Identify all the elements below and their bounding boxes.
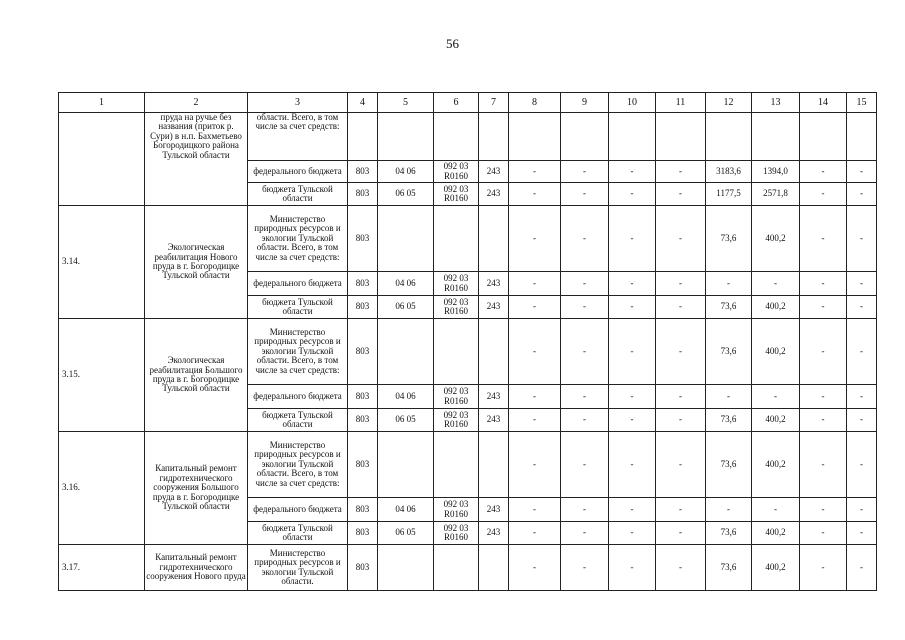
value-cell: -: [561, 183, 609, 206]
value-cell: -: [561, 498, 609, 522]
csr-code: 092 03 R0160: [434, 409, 479, 432]
value-cell: -: [509, 522, 561, 545]
value-cell: -: [561, 522, 609, 545]
funding-source: бюджета Тульской области: [248, 522, 348, 545]
value-cell: [656, 113, 706, 161]
value-cell: 3183,6: [706, 161, 752, 183]
rzpr-code: [378, 206, 434, 272]
grbs-code: 803: [348, 522, 378, 545]
page-number: 56: [446, 36, 459, 51]
rzpr-code: 04 06: [378, 272, 434, 296]
rzpr-code: 06 05: [378, 409, 434, 432]
value-cell: -: [800, 296, 847, 319]
value-cell: -: [800, 183, 847, 206]
item-number: [59, 113, 145, 206]
funding-source: федерального бюджета: [248, 161, 348, 183]
column-header: 9: [561, 93, 609, 113]
value-cell: -: [509, 498, 561, 522]
grbs-code: 803: [348, 385, 378, 409]
item-name: Экологическая реабилитация Нового пруда в г. Богородицке Тульской области: [145, 206, 248, 319]
column-header: 7: [479, 93, 509, 113]
item-number: 3.17.: [59, 545, 145, 591]
item-name: пруда на ручье без названия (приток р. Сури) в н.п. Бахметьево Богородицкого района Тульской области: [145, 113, 248, 206]
value-cell: -: [509, 296, 561, 319]
value-cell: -: [847, 296, 877, 319]
value-cell: -: [561, 161, 609, 183]
table-row: [59, 113, 877, 161]
value-cell: 73,6: [706, 206, 752, 272]
rzpr-code: [378, 113, 434, 161]
column-header: 13: [752, 93, 800, 113]
rzpr-code: 04 06: [378, 385, 434, 409]
grbs-code: 803: [348, 161, 378, 183]
value-cell: -: [609, 498, 656, 522]
value-cell: -: [800, 498, 847, 522]
value-cell: -: [656, 183, 706, 206]
csr-code: [434, 319, 479, 385]
funding-source: Министерство природных ресурсов и экологии Тульской области. Всего, в том числе за счет средств:: [248, 319, 348, 385]
csr-code: [434, 113, 479, 161]
csr-code: 092 03 R0160: [434, 272, 479, 296]
value-cell: -: [847, 206, 877, 272]
value-cell: -: [609, 385, 656, 409]
value-cell: 73,6: [706, 432, 752, 498]
value-cell: -: [847, 319, 877, 385]
value-cell: -: [509, 183, 561, 206]
value-cell: -: [609, 161, 656, 183]
funding-source: Министерство природных ресурсов и экологии Тульской области. Всего, в том числе за счет средств:: [248, 206, 348, 272]
value-cell: 1394,0: [752, 161, 800, 183]
vr-code: 243: [479, 183, 509, 206]
value-cell: -: [509, 272, 561, 296]
funding-source: федерального бюджета: [248, 385, 348, 409]
column-header: 5: [378, 93, 434, 113]
grbs-code: 803: [348, 272, 378, 296]
rzpr-code: [378, 319, 434, 385]
value-cell: -: [561, 272, 609, 296]
value-cell: -: [847, 545, 877, 591]
value-cell: -: [561, 545, 609, 591]
value-cell: [509, 113, 561, 161]
value-cell: 400,2: [752, 545, 800, 591]
column-header: 11: [656, 93, 706, 113]
value-cell: -: [609, 206, 656, 272]
column-header: 4: [348, 93, 378, 113]
value-cell: -: [609, 272, 656, 296]
value-cell: -: [609, 545, 656, 591]
grbs-code: 803: [348, 432, 378, 498]
rzpr-code: 06 05: [378, 522, 434, 545]
item-number: 3.16.: [59, 432, 145, 545]
vr-code: [479, 432, 509, 498]
value-cell: -: [509, 545, 561, 591]
funding-source: бюджета Тульской области: [248, 183, 348, 206]
value-cell: -: [656, 498, 706, 522]
value-cell: [800, 113, 847, 161]
value-cell: [561, 113, 609, 161]
csr-code: 092 03 R0160: [434, 161, 479, 183]
value-cell: -: [656, 522, 706, 545]
value-cell: -: [609, 319, 656, 385]
value-cell: -: [800, 522, 847, 545]
value-cell: 400,2: [752, 319, 800, 385]
value-cell: 2571,8: [752, 183, 800, 206]
value-cell: 400,2: [752, 432, 800, 498]
value-cell: -: [752, 385, 800, 409]
value-cell: -: [706, 385, 752, 409]
value-cell: 73,6: [706, 319, 752, 385]
value-cell: -: [706, 272, 752, 296]
grbs-code: 803: [348, 545, 378, 591]
vr-code: 243: [479, 409, 509, 432]
value-cell: -: [609, 183, 656, 206]
csr-code: [434, 545, 479, 591]
column-header: 12: [706, 93, 752, 113]
csr-code: 092 03 R0160: [434, 522, 479, 545]
value-cell: 400,2: [752, 522, 800, 545]
item-name: Капитальный ремонт гидротехнического сооружения Большого пруда в г. Богородицке Тульской области: [145, 432, 248, 545]
value-cell: -: [509, 432, 561, 498]
funding-source: бюджета Тульской области: [248, 296, 348, 319]
value-cell: [609, 113, 656, 161]
vr-code: 243: [479, 161, 509, 183]
funding-source: Министерство природных ресурсов и экологии Тульской области. Всего, в том числе за счет средств:: [248, 432, 348, 498]
value-cell: -: [656, 545, 706, 591]
value-cell: -: [656, 296, 706, 319]
funding-source: области. Всего, в том числе за счет средств:: [248, 113, 348, 161]
grbs-code: 803: [348, 206, 378, 272]
vr-code: [479, 206, 509, 272]
value-cell: 400,2: [752, 409, 800, 432]
column-header: 3: [248, 93, 348, 113]
funding-source: федерального бюджета: [248, 272, 348, 296]
value-cell: -: [561, 409, 609, 432]
table-row: [59, 545, 877, 591]
value-cell: -: [847, 409, 877, 432]
value-cell: -: [561, 319, 609, 385]
vr-code: [479, 319, 509, 385]
vr-code: [479, 113, 509, 161]
value-cell: -: [656, 272, 706, 296]
csr-code: [434, 432, 479, 498]
value-cell: -: [656, 161, 706, 183]
value-cell: -: [609, 409, 656, 432]
vr-code: 243: [479, 522, 509, 545]
value-cell: 400,2: [752, 296, 800, 319]
value-cell: -: [800, 545, 847, 591]
value-cell: -: [847, 432, 877, 498]
value-cell: -: [656, 432, 706, 498]
value-cell: -: [656, 206, 706, 272]
value-cell: -: [509, 409, 561, 432]
table-body: [59, 93, 877, 591]
csr-code: 092 03 R0160: [434, 385, 479, 409]
vr-code: [479, 545, 509, 591]
value-cell: -: [800, 409, 847, 432]
value-cell: -: [609, 296, 656, 319]
grbs-code: 803: [348, 319, 378, 385]
grbs-code: 803: [348, 409, 378, 432]
value-cell: -: [800, 432, 847, 498]
value-cell: -: [609, 522, 656, 545]
value-cell: -: [847, 498, 877, 522]
value-cell: -: [609, 432, 656, 498]
value-cell: -: [509, 385, 561, 409]
value-cell: -: [706, 498, 752, 522]
value-cell: -: [847, 272, 877, 296]
value-cell: 73,6: [706, 522, 752, 545]
grbs-code: 803: [348, 498, 378, 522]
grbs-code: 803: [348, 296, 378, 319]
rzpr-code: [378, 545, 434, 591]
value-cell: [706, 113, 752, 161]
value-cell: -: [752, 498, 800, 522]
column-header: 14: [800, 93, 847, 113]
value-cell: [752, 113, 800, 161]
value-cell: -: [800, 161, 847, 183]
column-header: 6: [434, 93, 479, 113]
funding-source: федерального бюджета: [248, 498, 348, 522]
table-row: [59, 319, 877, 385]
grbs-code: [348, 113, 378, 161]
value-cell: -: [847, 385, 877, 409]
value-cell: -: [561, 385, 609, 409]
funding-source: Министерство природных ресурсов и экологии Тульской области.: [248, 545, 348, 591]
funding-source: бюджета Тульской области: [248, 409, 348, 432]
value-cell: 73,6: [706, 296, 752, 319]
value-cell: 73,6: [706, 409, 752, 432]
value-cell: -: [509, 161, 561, 183]
value-cell: [847, 113, 877, 161]
vr-code: 243: [479, 385, 509, 409]
value-cell: -: [656, 409, 706, 432]
vr-code: 243: [479, 296, 509, 319]
grbs-code: 803: [348, 183, 378, 206]
value-cell: -: [509, 206, 561, 272]
rzpr-code: 04 06: [378, 498, 434, 522]
rzpr-code: 06 05: [378, 183, 434, 206]
header-row: [59, 93, 877, 113]
value-cell: -: [847, 161, 877, 183]
csr-code: 092 03 R0160: [434, 296, 479, 319]
csr-code: 092 03 R0160: [434, 183, 479, 206]
rzpr-code: 04 06: [378, 161, 434, 183]
value-cell: -: [656, 319, 706, 385]
value-cell: -: [800, 206, 847, 272]
value-cell: -: [800, 319, 847, 385]
column-header: 8: [509, 93, 561, 113]
value-cell: 1177,5: [706, 183, 752, 206]
column-header: 1: [59, 93, 145, 113]
vr-code: 243: [479, 272, 509, 296]
value-cell: 400,2: [752, 206, 800, 272]
value-cell: -: [561, 432, 609, 498]
budget-table: [58, 92, 877, 591]
value-cell: -: [800, 272, 847, 296]
csr-code: [434, 206, 479, 272]
table-row: [59, 206, 877, 272]
value-cell: -: [509, 319, 561, 385]
value-cell: -: [847, 522, 877, 545]
value-cell: -: [561, 296, 609, 319]
column-header: 15: [847, 93, 877, 113]
value-cell: -: [800, 385, 847, 409]
csr-code: 092 03 R0160: [434, 498, 479, 522]
table-row: [59, 432, 877, 498]
item-number: 3.15.: [59, 319, 145, 432]
column-header: 10: [609, 93, 656, 113]
rzpr-code: 06 05: [378, 296, 434, 319]
item-name: Капитальный ремонт гидротехнического сооружения Нового пруда: [145, 545, 248, 591]
value-cell: 73,6: [706, 545, 752, 591]
value-cell: -: [847, 183, 877, 206]
item-name: Экологическая реабилитация Большого пруда в г. Богородицке Тульской области: [145, 319, 248, 432]
rzpr-code: [378, 432, 434, 498]
vr-code: 243: [479, 498, 509, 522]
value-cell: -: [656, 385, 706, 409]
column-header: 2: [145, 93, 248, 113]
value-cell: -: [752, 272, 800, 296]
item-number: 3.14.: [59, 206, 145, 319]
value-cell: -: [561, 206, 609, 272]
